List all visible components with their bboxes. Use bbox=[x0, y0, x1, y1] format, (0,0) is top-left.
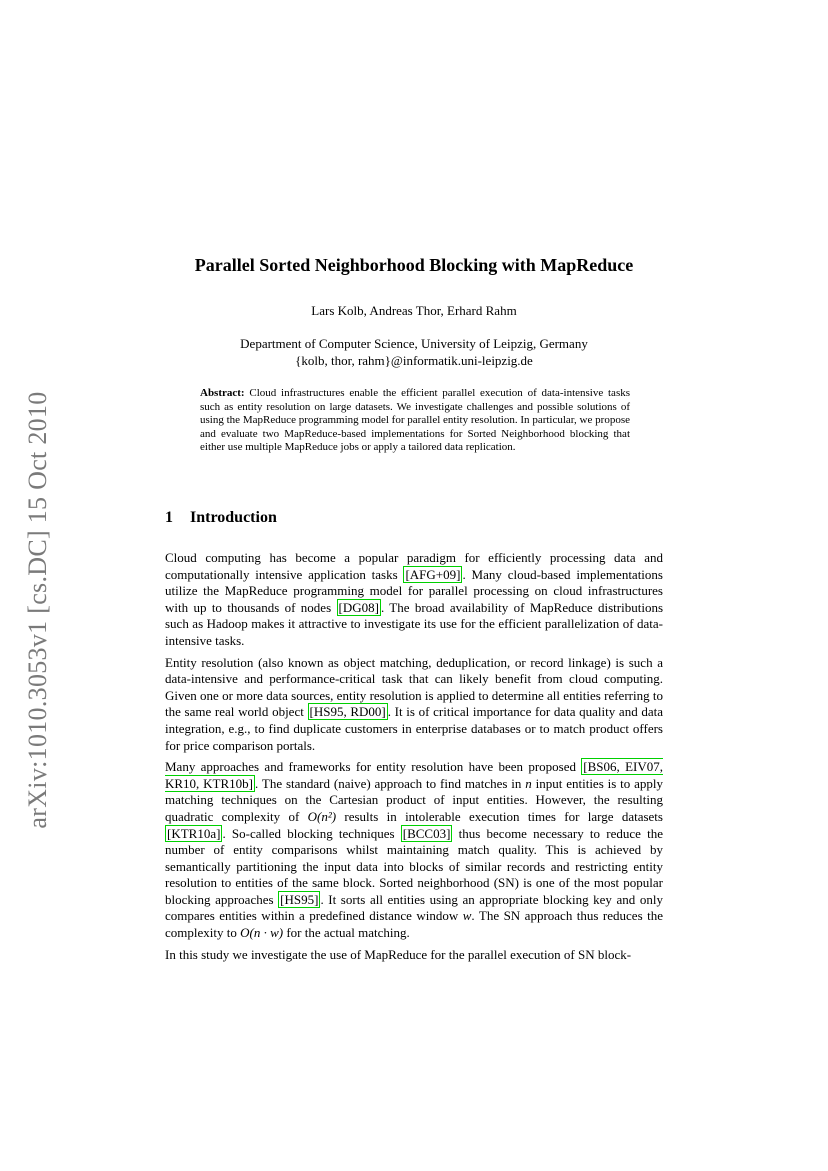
citation-link[interactable]: [BS06, EIV07, KR10, KTR10b] bbox=[165, 759, 663, 791]
affiliation: Department of Computer Science, University of Leipzig, Germany bbox=[240, 336, 588, 351]
text-run: results in intolerable execution times for large datasets bbox=[336, 808, 663, 824]
math-var: n bbox=[525, 775, 532, 791]
citation-link[interactable]: [BCC03] bbox=[402, 825, 451, 841]
text-run: Cloud computing has become a popular paradigm for efficiently processing data and computationally intensive application tasks bbox=[165, 550, 663, 582]
paragraph-4 bbox=[165, 947, 663, 964]
section-number: 1 bbox=[165, 509, 173, 526]
citation-link[interactable]: [HS95] bbox=[280, 891, 319, 907]
arxiv-identifier bbox=[16, 370, 60, 850]
abstract-text: Cloud infrastructures enable the efficient parallel execution of data-intensive tasks such as entity resolution on large datasets. We investigate challenges and possible solutions of using the MapReduce programming model for parallel entity resolution. In particular, we propose and evaluate two MapReduce-based implementations for Sorted Neighborhood blocking that either use multiple MapReduce jobs or apply a tailored data replication. bbox=[200, 387, 630, 454]
citation-link[interactable]: [AFG+09] bbox=[405, 566, 461, 582]
section-body bbox=[165, 550, 663, 968]
text-run: . The SN approach thus reduces the complexity to bbox=[165, 908, 663, 941]
text-run: . It is of critical importance for data quality and data integration, e.g., to find duplicate customers in enterprise databases or to match product offers for price comparison portals. bbox=[165, 704, 664, 753]
text-run: input entities is to apply matching techniques on the Cartesian product of input entities. However, the resulting quadratic complexity of bbox=[165, 775, 664, 824]
text-run: . The broad availability of MapReduce distributions such as Hadoop makes it attractive to investigate its use for the efficient parallelization of data-intensive tasks. bbox=[165, 599, 663, 648]
paper-title: Parallel Sorted Neighborhood Blocking with MapReduce bbox=[194, 255, 634, 275]
text-run: . The standard (naive) approach to find matches in bbox=[255, 775, 526, 791]
text-run: Many approaches and frameworks for entity resolution have been proposed bbox=[165, 759, 582, 775]
abstract-label: Abstract: bbox=[200, 387, 245, 399]
text-run: Entity resolution (also known as object matching, deduplication, or record linkage) is such a data-intensive and performance-critical task that can likely benefit from cloud computing. Given one or more data sources, entity resolution is applied to determine all entities referring to the same real world object bbox=[165, 654, 663, 720]
citation-link[interactable]: [KTR10a] bbox=[167, 825, 221, 841]
paragraph-2 bbox=[165, 655, 663, 755]
arxiv-identifier-text: arXiv:1010.3053v1 [cs.DC] 15 Oct 2010 bbox=[23, 391, 52, 829]
paragraph-3 bbox=[165, 759, 663, 942]
math-var: w bbox=[462, 908, 472, 924]
text-run: In this study we investigate the use of MapReduce for the parallel execution of SN block- bbox=[165, 946, 632, 962]
math-expression: O(n · w) bbox=[240, 925, 284, 941]
text-run: for the actual matching. bbox=[283, 925, 410, 941]
text-run: . So-called blocking techniques bbox=[222, 825, 401, 841]
math-expression: O(n²) bbox=[307, 808, 337, 824]
affiliation-block bbox=[165, 335, 663, 369]
section-heading bbox=[165, 509, 663, 527]
text-run: . Many cloud-based implementations utilize the MapReduce programming model for parallel processing on cloud infrastructures with up to thousands of nodes bbox=[165, 566, 663, 615]
section-title: Introduction bbox=[190, 509, 277, 526]
paper-authors: Lars Kolb, Andreas Thor, Erhard Rahm bbox=[311, 303, 517, 318]
citation-link[interactable]: [HS95, RD00] bbox=[309, 704, 386, 720]
author-email: {kolb, thor, rahm}@informatik.uni-leipzig.de bbox=[295, 353, 533, 368]
abstract bbox=[200, 387, 630, 455]
citation-link[interactable]: [DG08] bbox=[338, 599, 379, 615]
text-run: thus become necessary to reduce the number of entity comparisons whilst maintaining match quality. This is achieved by semantically partitioning the input data into blocks of similar records and restricting entity resolution to entities of the same block. Sorted neighborhood (SN) is one of the most popular blocking approaches bbox=[165, 825, 663, 907]
text-run: . It sorts all entities using an appropriate blocking key and only compares entities within a predefined distance window bbox=[165, 891, 663, 924]
paragraph-1 bbox=[165, 550, 663, 650]
